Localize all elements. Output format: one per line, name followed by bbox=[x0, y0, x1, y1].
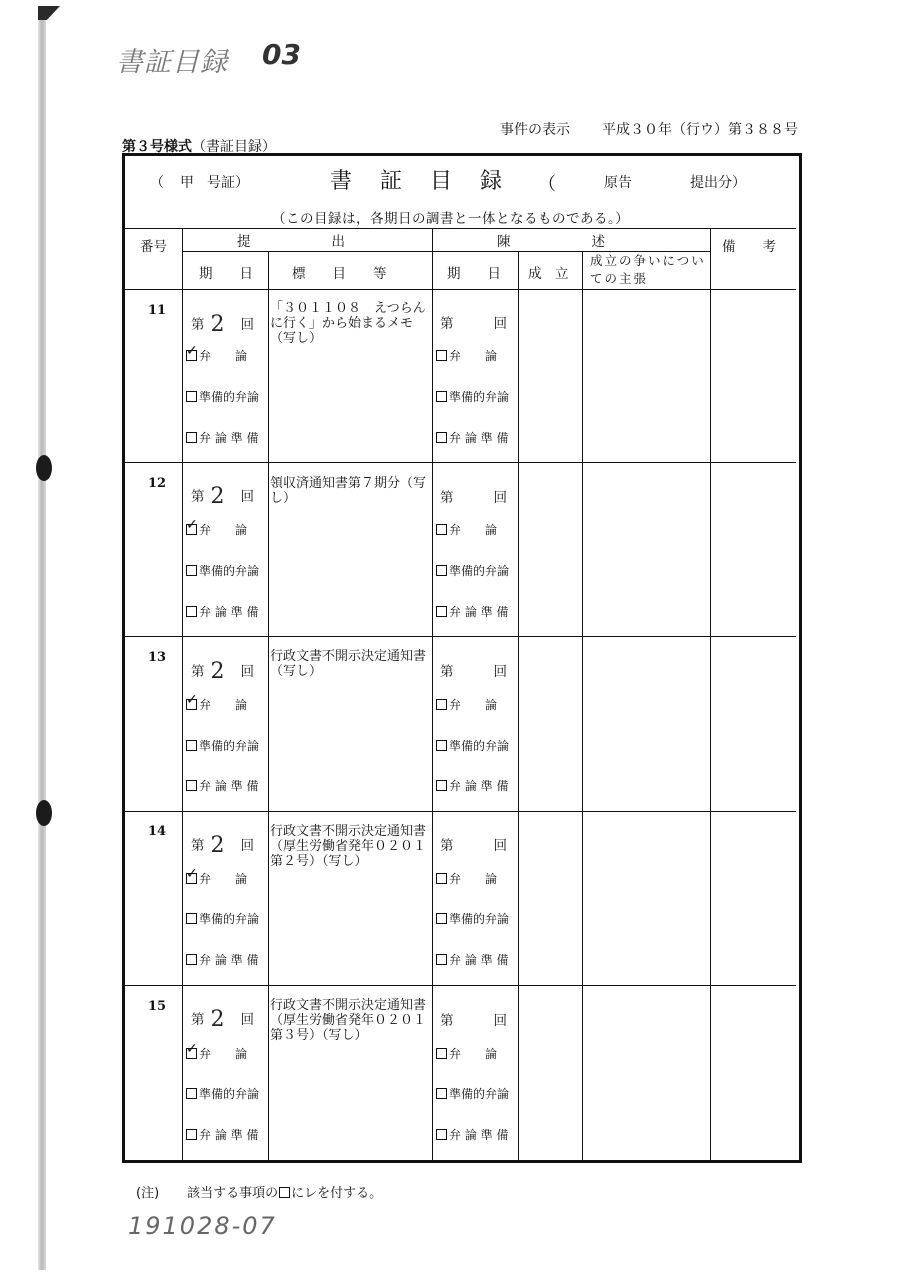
handwritten-number: 03 bbox=[262, 38, 301, 71]
statement-checkbox-benron[interactable] bbox=[436, 696, 497, 713]
checkbox-label: 弁 論 bbox=[449, 872, 498, 886]
checkbox-label: 準備的弁論 bbox=[199, 1087, 260, 1101]
checkbox-benron[interactable] bbox=[186, 696, 247, 713]
header-exhibit-suffix: 号証） bbox=[207, 175, 249, 191]
checkbox-label: 弁 論 準 備 bbox=[449, 953, 509, 967]
column-header-remarks: 備 考 bbox=[722, 239, 776, 255]
footnote-text-after: にレを付する。 bbox=[291, 1186, 383, 1201]
checkbox-junbiteki[interactable] bbox=[186, 737, 259, 754]
punch-hole-lower bbox=[36, 800, 52, 826]
checkbox-label: 弁 論 準 備 bbox=[199, 953, 259, 967]
statement-checkbox-benron[interactable] bbox=[436, 521, 497, 538]
document-subject: 行政文書不開示決定通知書（写し） bbox=[270, 649, 427, 679]
punch-hole-upper bbox=[36, 455, 52, 481]
footnote bbox=[136, 1182, 382, 1201]
handwritten-title: 書証目録 bbox=[116, 47, 228, 78]
checkbox-label: 準備的弁論 bbox=[449, 564, 510, 578]
statement-checkbox-junbiteki[interactable] bbox=[436, 562, 509, 579]
session-suffix: 回 bbox=[493, 1013, 507, 1029]
column-header-number: 番号 bbox=[140, 239, 167, 255]
checkbox-icon[interactable] bbox=[436, 873, 447, 884]
column-header-subject: 標 目 等 bbox=[292, 266, 387, 282]
form-number: 第３号様式 bbox=[122, 139, 192, 155]
checkbox-checked-icon[interactable] bbox=[186, 524, 197, 535]
checkbox-label: 準備的弁論 bbox=[449, 390, 510, 404]
checkbox-icon[interactable] bbox=[186, 565, 197, 576]
header-ko: 甲 bbox=[180, 175, 194, 191]
page-title: 書証目録 bbox=[330, 169, 531, 194]
session-prefix: 第 bbox=[440, 490, 454, 506]
checkbox-icon[interactable] bbox=[436, 606, 447, 617]
statement-session bbox=[440, 486, 507, 506]
row-number: 12 bbox=[148, 476, 167, 491]
footnote-text-before: 該当する事項の bbox=[187, 1186, 279, 1201]
checkbox-label: 弁 論 準 備 bbox=[449, 779, 509, 793]
session-suffix: 回 bbox=[240, 317, 254, 333]
statement-checkbox-benron[interactable] bbox=[436, 1045, 497, 1062]
checkbox-label: 弁 論 bbox=[199, 698, 248, 712]
session-suffix: 回 bbox=[240, 838, 254, 854]
col-line-number bbox=[182, 228, 183, 1160]
checkbox-icon[interactable] bbox=[436, 740, 447, 751]
checkbox-icon[interactable] bbox=[436, 1088, 447, 1099]
checkbox-junbiteki[interactable] bbox=[186, 910, 259, 927]
document-subject: 行政文書不開示決定通知書（厚生労働省発年０２０１第２号）（写し） bbox=[270, 824, 427, 869]
session-prefix: 第 bbox=[440, 316, 454, 332]
checkbox-checked-icon[interactable] bbox=[186, 873, 197, 884]
checkbox-icon[interactable] bbox=[186, 740, 197, 751]
checkbox-label: 弁 論 bbox=[449, 523, 498, 537]
row-number: 14 bbox=[148, 824, 167, 839]
checkbox-junbiteki[interactable] bbox=[186, 1085, 259, 1102]
submission-session bbox=[191, 482, 254, 507]
session-suffix: 回 bbox=[493, 490, 507, 506]
checkbox-icon[interactable] bbox=[436, 1048, 447, 1059]
checkbox-icon[interactable] bbox=[436, 780, 447, 791]
checkbox-label: 準備的弁論 bbox=[199, 564, 260, 578]
checkbox-checked-icon[interactable] bbox=[186, 1048, 197, 1059]
col-line-dispute bbox=[710, 228, 711, 1160]
checkbox-benron[interactable] bbox=[186, 870, 247, 887]
session-prefix: 第 bbox=[191, 317, 205, 333]
checkbox-icon[interactable] bbox=[436, 524, 447, 535]
column-header-statement: 陳 述 bbox=[497, 234, 605, 250]
form-name: （書証目録） bbox=[192, 139, 276, 155]
document-subject: 「３０１１０８ えつらんに行く」から始まるメモ（写し） bbox=[270, 301, 426, 346]
col-line-statement-date bbox=[518, 251, 519, 1160]
checkbox-label: 弁 論 準 備 bbox=[449, 1128, 509, 1142]
row-number: 15 bbox=[148, 999, 167, 1014]
checkbox-icon[interactable] bbox=[186, 1129, 197, 1140]
session-prefix: 第 bbox=[191, 664, 205, 680]
session-number: 2 bbox=[210, 312, 225, 337]
header-party: 原告 bbox=[604, 175, 632, 191]
checkbox-icon[interactable] bbox=[436, 432, 447, 443]
checkbox-icon[interactable] bbox=[436, 350, 447, 361]
statement-checkbox-benron-junbi[interactable] bbox=[436, 1126, 508, 1143]
col-line-subject bbox=[432, 228, 433, 1160]
statement-session bbox=[440, 1009, 507, 1029]
checkbox-icon[interactable] bbox=[186, 954, 197, 965]
checkbox-benron-junbi[interactable] bbox=[186, 777, 258, 794]
handwritten-code: 191028-07 bbox=[128, 1212, 277, 1240]
checkbox-label: 弁 論 準 備 bbox=[199, 431, 259, 445]
session-number: 2 bbox=[210, 1007, 225, 1032]
checkbox-label: 弁 論 bbox=[199, 1047, 248, 1061]
checkbox-label: 弁 論 bbox=[199, 523, 248, 537]
checkbox-benron-junbi[interactable] bbox=[186, 951, 258, 968]
binding-strip bbox=[38, 8, 46, 1270]
checkbox-benron[interactable] bbox=[186, 347, 247, 364]
session-prefix: 第 bbox=[440, 1013, 454, 1029]
row-rule bbox=[125, 636, 796, 637]
statement-session bbox=[440, 834, 507, 854]
checkbox-icon[interactable] bbox=[186, 780, 197, 791]
statement-checkbox-junbiteki[interactable] bbox=[436, 388, 509, 405]
col-line-establish bbox=[582, 251, 583, 1160]
column-header-statement-date: 期 日 bbox=[447, 266, 501, 282]
submission-session bbox=[191, 657, 254, 682]
session-number: 2 bbox=[210, 833, 225, 858]
document-subject: 行政文書不開示決定通知書（厚生労働省発年０２０１第３号）（写し） bbox=[270, 998, 427, 1043]
statement-session bbox=[440, 660, 507, 680]
checkbox-icon[interactable] bbox=[186, 606, 197, 617]
statement-checkbox-benron-junbi[interactable] bbox=[436, 429, 508, 446]
statement-checkbox-benron[interactable] bbox=[436, 870, 497, 887]
checkbox-label: 弁 論 bbox=[199, 872, 248, 886]
submission-session bbox=[191, 1005, 254, 1030]
row-number: 13 bbox=[148, 650, 167, 665]
session-number: 2 bbox=[210, 484, 225, 509]
session-suffix: 回 bbox=[240, 489, 254, 505]
header-note: （この目録は，各期日の調書と一体となるものである。） bbox=[272, 211, 630, 227]
checkbox-checked-icon[interactable] bbox=[186, 699, 197, 710]
checkbox-icon[interactable] bbox=[186, 1088, 197, 1099]
checkbox-label: 弁 論 準 備 bbox=[199, 779, 259, 793]
checkbox-label: 弁 論 bbox=[449, 698, 498, 712]
checkbox-label: 弁 論 準 備 bbox=[199, 605, 259, 619]
checkbox-benron-junbi[interactable] bbox=[186, 429, 258, 446]
header-submitted: 提出分） bbox=[690, 175, 746, 191]
checkbox-icon[interactable] bbox=[436, 913, 447, 924]
checkbox-label: 準備的弁論 bbox=[199, 739, 260, 753]
column-header-establishment: 成 立 bbox=[528, 266, 569, 282]
checkbox-benron-junbi[interactable] bbox=[186, 1126, 258, 1143]
statement-checkbox-junbiteki[interactable] bbox=[436, 1085, 509, 1102]
session-prefix: 第 bbox=[191, 838, 205, 854]
statement-checkbox-benron-junbi[interactable] bbox=[436, 777, 508, 794]
checkbox-icon[interactable] bbox=[436, 391, 447, 402]
session-prefix: 第 bbox=[191, 1012, 205, 1028]
statement-checkbox-benron[interactable] bbox=[436, 347, 497, 364]
session-prefix: 第 bbox=[440, 664, 454, 680]
submission-session bbox=[191, 831, 254, 856]
checkbox-icon[interactable] bbox=[186, 432, 197, 443]
checkbox-label: 弁 論 bbox=[199, 349, 248, 363]
statement-checkbox-benron-junbi[interactable] bbox=[436, 603, 508, 620]
column-header-submission-date: 期 日 bbox=[199, 266, 253, 282]
checkbox-label: 準備的弁論 bbox=[449, 912, 510, 926]
checkbox-benron-junbi[interactable] bbox=[186, 603, 258, 620]
checkbox-benron[interactable] bbox=[186, 1045, 247, 1062]
statement-session bbox=[440, 312, 507, 332]
column-header-submission: 提 出 bbox=[237, 234, 345, 250]
session-suffix: 回 bbox=[240, 664, 254, 680]
checkbox-label: 弁 論 準 備 bbox=[199, 1128, 259, 1142]
checkbox-label: 準備的弁論 bbox=[199, 390, 260, 404]
header-open-paren: （ bbox=[150, 175, 164, 191]
checkbox-label: 弁 論 bbox=[449, 1047, 498, 1061]
checkbox-icon[interactable] bbox=[436, 954, 447, 965]
session-prefix: 第 bbox=[440, 838, 454, 854]
col-line-submit-date bbox=[268, 251, 269, 1160]
checkbox-label: 準備的弁論 bbox=[449, 1087, 510, 1101]
submission-session bbox=[191, 310, 254, 335]
checkbox-checked-icon[interactable] bbox=[186, 350, 197, 361]
checkbox-junbiteki[interactable] bbox=[186, 562, 259, 579]
checkbox-icon[interactable] bbox=[436, 1129, 447, 1140]
checkbox-icon[interactable] bbox=[436, 699, 447, 710]
session-suffix: 回 bbox=[493, 838, 507, 854]
header-paren: （ bbox=[538, 174, 556, 195]
session-suffix: 回 bbox=[240, 1012, 254, 1028]
case-number: 平成３０年（行ウ）第３８８号 bbox=[602, 122, 798, 138]
session-suffix: 回 bbox=[493, 664, 507, 680]
row-rule bbox=[125, 811, 796, 812]
case-label: 事件の表示 bbox=[500, 122, 570, 138]
checkbox-label: 準備的弁論 bbox=[199, 912, 260, 926]
column-header-rule bbox=[125, 289, 796, 290]
row-rule bbox=[125, 985, 796, 986]
checkbox-sample-icon bbox=[279, 1187, 290, 1198]
row-rule bbox=[125, 462, 796, 463]
statement-checkbox-benron-junbi[interactable] bbox=[436, 951, 508, 968]
session-number: 2 bbox=[210, 659, 225, 684]
checkbox-label: 準備的弁論 bbox=[449, 739, 510, 753]
binding-clip-mark bbox=[38, 6, 60, 20]
checkbox-label: 弁 論 bbox=[449, 349, 498, 363]
checkbox-junbiteki[interactable] bbox=[186, 388, 259, 405]
checkbox-icon[interactable] bbox=[186, 391, 197, 402]
checkbox-label: 弁 論 準 備 bbox=[449, 605, 509, 619]
header-rule bbox=[125, 228, 796, 229]
footnote-prefix: (注) bbox=[136, 1186, 160, 1201]
document-subject: 領収済通知書第７期分（写し） bbox=[270, 476, 427, 506]
checkbox-label: 弁 論 準 備 bbox=[449, 431, 509, 445]
checkbox-benron[interactable] bbox=[186, 521, 247, 538]
checkbox-icon[interactable] bbox=[436, 565, 447, 576]
session-prefix: 第 bbox=[191, 489, 205, 505]
statement-checkbox-junbiteki[interactable] bbox=[436, 737, 509, 754]
row-number: 11 bbox=[148, 303, 167, 318]
checkbox-icon[interactable] bbox=[186, 913, 197, 924]
column-header-dispute: 成立の争いについての主張 bbox=[590, 253, 706, 286]
session-suffix: 回 bbox=[493, 316, 507, 332]
statement-checkbox-junbiteki[interactable] bbox=[436, 910, 509, 927]
